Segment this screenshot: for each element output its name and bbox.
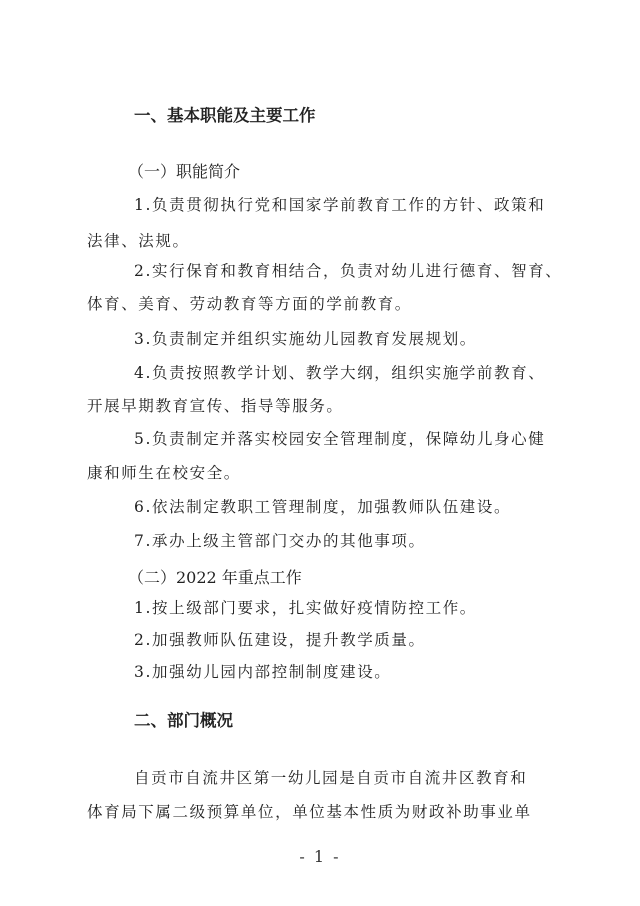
- paragraph-line: 1.负责贯彻执行党和国家学前教育工作的方针、政策和: [134, 196, 546, 214]
- paragraph-line: 1.按上级部门要求，扎实做好疫情防控工作。: [134, 599, 477, 617]
- section-title-department-overview: 二、部门概况: [134, 711, 233, 730]
- paragraph-line: 康和师生在校安全。: [87, 464, 241, 482]
- subsection-title-functions: （一）职能简介: [128, 162, 241, 181]
- paragraph-line: 自贡市自流井区第一幼儿园是自贡市自流井区教育和: [134, 769, 528, 787]
- paragraph-line: 3.加强幼儿园内部控制制度建设。: [134, 663, 392, 681]
- section-title-basic-functions: 一、基本职能及主要工作: [134, 106, 316, 125]
- paragraph-line: 体育局下属二级预算单位，单位基本性质为财政补助事业单: [87, 803, 532, 821]
- paragraph-line: 2.加强教师队伍建设，提升教学质量。: [134, 631, 426, 649]
- subsection-title-key-work: （二）2022 年重点工作: [128, 568, 302, 587]
- paragraph-line: 4.负责按照教学计划、教学大纲，组织实施学前教育、: [134, 364, 546, 382]
- paragraph-line: 6.依法制定教职工管理制度，加强教师队伍建设。: [134, 498, 512, 516]
- paragraph-line: 3.负责制定并组织实施幼儿园教育发展规划。: [134, 330, 477, 348]
- paragraph-line: 5.负责制定并落实校园安全管理制度，保障幼儿身心健: [134, 430, 546, 448]
- paragraph-line: 开展早期教育宣传、指导等服务。: [87, 397, 344, 415]
- paragraph-line: 2.实行保育和教育相结合，负责对幼儿进行德育、智育、: [134, 262, 563, 280]
- paragraph-line: 7.承办上级主管部门交办的其他事项。: [134, 532, 426, 550]
- paragraph-line: 体育、美育、劳动教育等方面的学前教育。: [87, 295, 412, 313]
- paragraph-line: 法律、法规。: [87, 232, 190, 250]
- page-number: - 1 -: [299, 847, 341, 866]
